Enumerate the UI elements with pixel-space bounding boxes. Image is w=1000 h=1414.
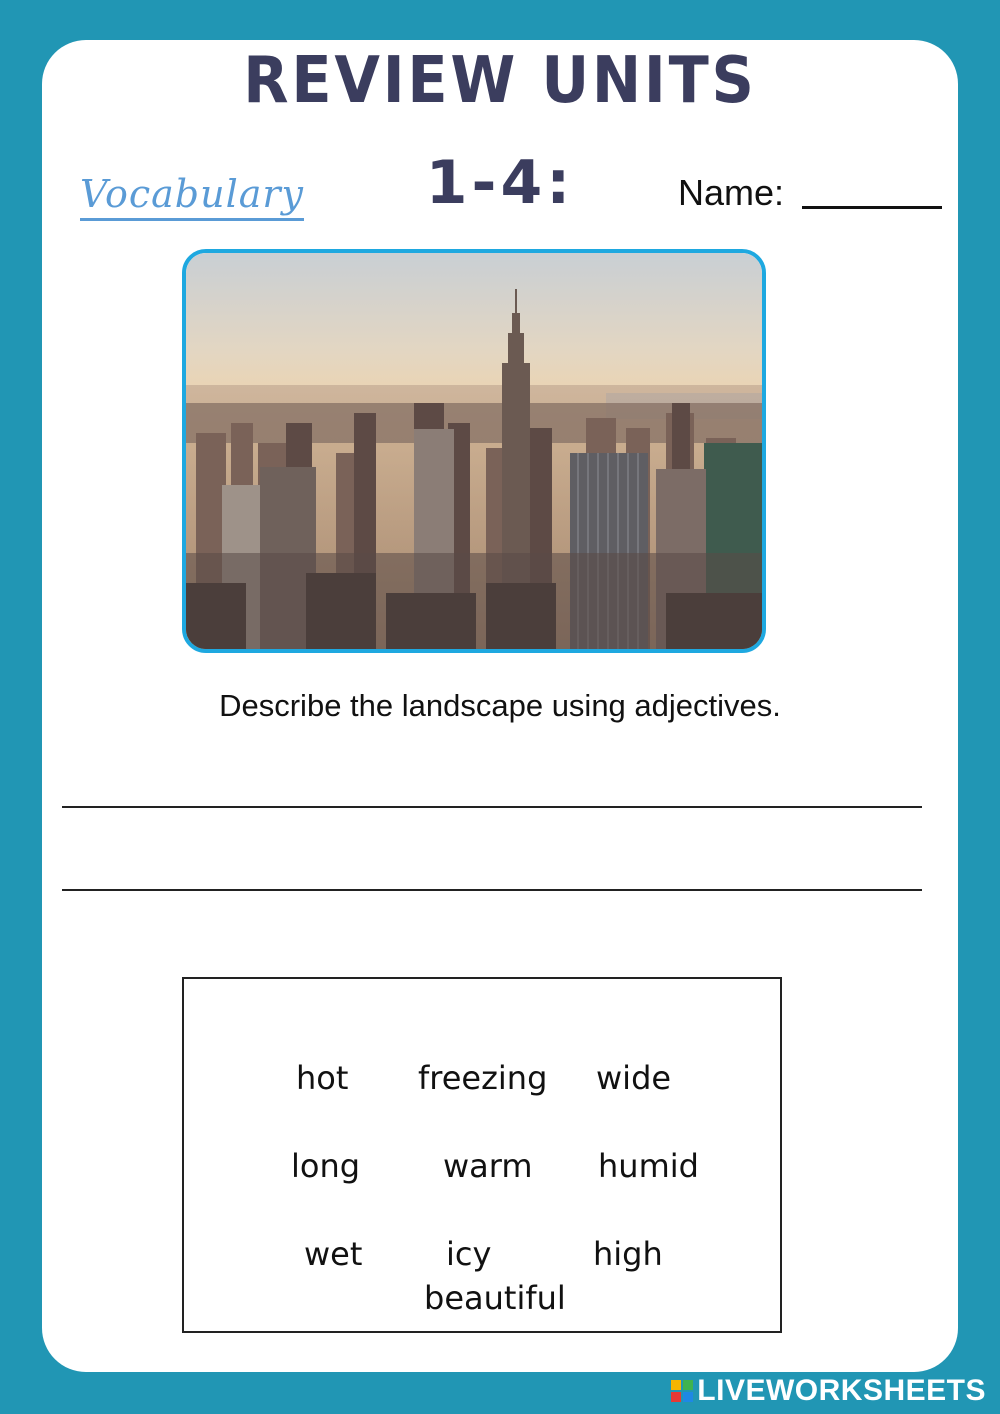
word-bank-item: warm <box>443 1147 533 1185</box>
word-bank-item: hot <box>296 1059 349 1097</box>
city-skyline-photo <box>182 249 766 653</box>
worksheet-subtitle: 1-4: <box>425 148 575 218</box>
word-bank-item: beautiful <box>424 1279 566 1317</box>
word-bank-box <box>182 977 782 1333</box>
word-bank-item: wide <box>596 1059 672 1097</box>
word-bank-item: freezing <box>418 1059 548 1097</box>
answer-line-2[interactable] <box>62 889 922 891</box>
name-label: Name: <box>678 172 785 213</box>
word-bank-item: humid <box>598 1147 699 1185</box>
city-skyline-illustration <box>186 253 762 649</box>
instruction-text: Describe the landscape using adjectives. <box>219 688 781 723</box>
brand-text: LIVEWORKSHEETS <box>697 1374 986 1407</box>
word-bank-item: long <box>291 1147 361 1185</box>
word-bank-item: wet <box>304 1235 363 1273</box>
word-bank-item: high <box>593 1235 663 1273</box>
word-bank-item: icy <box>446 1235 492 1273</box>
name-field[interactable] <box>802 206 942 209</box>
section-label: Vocabulary <box>80 172 304 221</box>
liveworksheets-logo <box>671 1374 986 1408</box>
answer-line-1[interactable] <box>62 806 922 808</box>
liveworksheets-icon <box>671 1380 693 1402</box>
worksheet-title: REVIEW UNITS <box>243 44 757 118</box>
